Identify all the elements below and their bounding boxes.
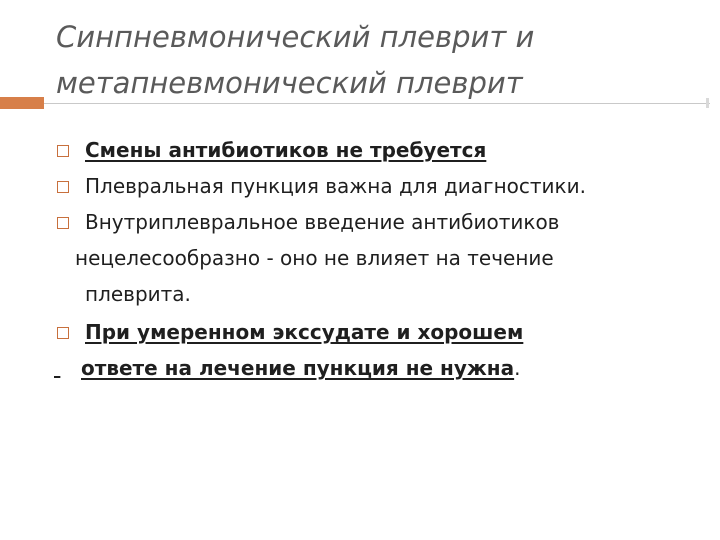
bullet-text: Плевральная пункция важна для диагностики. — [85, 174, 586, 198]
bullet-text-line-2: нецелесообразно - оно не влияет на течение — [75, 246, 554, 270]
title-divider — [44, 103, 710, 104]
divider-end-tick — [706, 98, 709, 108]
square-bullet-icon — [57, 181, 69, 193]
bullet-text: Смены антибиотиков не требуется — [85, 138, 487, 162]
bullet-item — [54, 205, 694, 241]
bullet-continuation — [54, 277, 694, 315]
bullet-text-line-1: Внутриплевральное введение антибиотиков — [85, 210, 560, 234]
square-bullet-icon — [57, 217, 69, 229]
title-line-1: Синпневмонический плеврит и — [56, 20, 535, 54]
bullet-continuation-text — [54, 351, 520, 385]
slide-title — [56, 14, 656, 106]
bullet-text-line-1: При умеренном экссудате и хорошем — [85, 320, 524, 344]
bullet-continuation — [54, 351, 694, 387]
underline-indent — [54, 351, 81, 385]
bullet-list — [54, 133, 694, 387]
square-bullet-icon — [57, 145, 69, 157]
bullet-text-end: . — [514, 356, 521, 380]
bullet-text-line-3: плеврита. — [85, 282, 191, 306]
title-line-2: метапневмонический плеврит — [56, 66, 523, 100]
title-accent-bar — [0, 97, 44, 109]
bullet-text-line-2: ответе на лечение пункция не нужна — [81, 356, 515, 380]
bullet-item — [54, 169, 694, 205]
bullet-item — [54, 315, 694, 351]
square-bullet-icon — [57, 327, 69, 339]
bullet-continuation — [54, 241, 694, 277]
bullet-item — [54, 133, 694, 169]
